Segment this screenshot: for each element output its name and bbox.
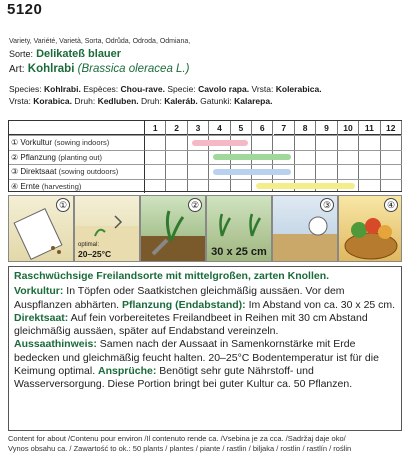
month-number: 8 — [295, 121, 315, 135]
calendar-period-bar — [213, 154, 291, 160]
month-number: 11 — [359, 121, 379, 135]
month-number: 6 — [252, 121, 272, 135]
month-column — [188, 121, 209, 191]
content-amount-line-1: Content for about /Contenu pour environ /Il contenuto rende ca. /Vsebina je za cca. /Sadržaj daje oko/ — [8, 434, 346, 443]
germination-temp-caption: optimal: 20–25°C — [78, 242, 112, 259]
germination-temperature-pictogram — [74, 195, 140, 262]
sowing-indoors-pictogram: ① — [8, 195, 74, 262]
variety-name — [9, 48, 121, 60]
calendar-period-bar — [192, 140, 248, 146]
month-number: 7 — [274, 121, 294, 135]
species-translations-line-1: Species: Kohlrabi. Espèces: Chou-rave. Specie: Cavolo rapa. Vrsta: Kolerabica. — [9, 84, 322, 94]
month-column — [295, 121, 316, 191]
month-number: 10 — [338, 121, 358, 135]
month-number: 2 — [166, 121, 186, 135]
calendar-row-label: ② Pflanzung (planting out) — [9, 150, 145, 165]
harvest-pictogram: ④ — [338, 195, 402, 262]
species-label: Art: — [9, 64, 25, 75]
instructions-box — [8, 266, 402, 431]
species-value: Kohlrabi — [27, 63, 75, 75]
calendar-row-label: ③ Direktsaat (sowing outdoors) — [9, 164, 145, 179]
month-column — [359, 121, 380, 191]
species-name — [9, 63, 189, 75]
pictogram-strip — [8, 195, 402, 262]
species-translations-line-2: Vrsta: Korabica. Druh: Kedluben. Druh: Kaleráb. Gatunki: Kalarepa. — [9, 96, 273, 106]
product-code: 5120 — [7, 1, 43, 18]
month-number: 5 — [231, 121, 251, 135]
variety-multilingual-label: Variety, Variété, Varietà, Sorta, Odrůda, Odroda, Odmiana, — [9, 38, 191, 45]
month-column — [166, 121, 187, 191]
variety-value: Delikateß blauer — [36, 48, 122, 60]
month-column — [316, 121, 337, 191]
month-column — [145, 121, 166, 191]
spacing-pictogram: 30 x 25 cm — [206, 195, 272, 262]
latin-name: (Brassica oleracea L.) — [77, 63, 190, 75]
month-number: 3 — [188, 121, 208, 135]
month-column — [338, 121, 359, 191]
description-title: Raschwüchsige Freilandsorte mit mittelgroßen, zarten Knollen. — [14, 270, 330, 282]
month-number: 12 — [381, 121, 401, 135]
month-number: 9 — [316, 121, 336, 135]
sowing-calendar — [8, 120, 402, 192]
planting-out-pictogram: ② — [140, 195, 206, 262]
calendar-period-bar — [256, 183, 355, 189]
instructions-text: Vorkultur: In Töpfen oder Saatkistchen gleichmäßig aussäen. Vor dem Auspflanzen abhärten. Pflanzung (Endabstand): Im Abstand von ca. 30 x 25 cm. Direktsaat: Auf fein vorbereitetes Freilandbeet in Reihen mit 30 cm Abstand gleichmäßig aussäen, später auf Endabstand vereinzeln. Aussaathinweis: Samen nach der Aussaat in Samenkornstärke mit Erde bedecken und gleichmäßig feucht halten. 20–25°C Bodentemperatur ist für die Keimung optimal. Ansprüche: Benötigt sehr gute Nährstoff- und Wasserversorgung. Diese Portion bringt bei guter Kultur ca. 50 Pflanzen. — [14, 285, 396, 391]
calendar-row-label: ① Vorkultur (sowing indoors) — [9, 135, 145, 150]
sowing-outdoors-pictogram: ③ — [272, 195, 338, 262]
month-number: 1 — [145, 121, 165, 135]
month-number: 4 — [209, 121, 229, 135]
calendar-row-label: ④ Ernte (harvesting) — [9, 179, 145, 194]
month-column — [381, 121, 402, 191]
calendar-period-bar — [213, 169, 291, 175]
variety-label: Sorte: — [9, 49, 34, 59]
content-amount-line-2: Vynos obsahu ca. / Zawartość to ok.: 50 plants / plantes / piante / rastlin / biljaka / rostlin / rastlín / roślin — [8, 444, 352, 453]
